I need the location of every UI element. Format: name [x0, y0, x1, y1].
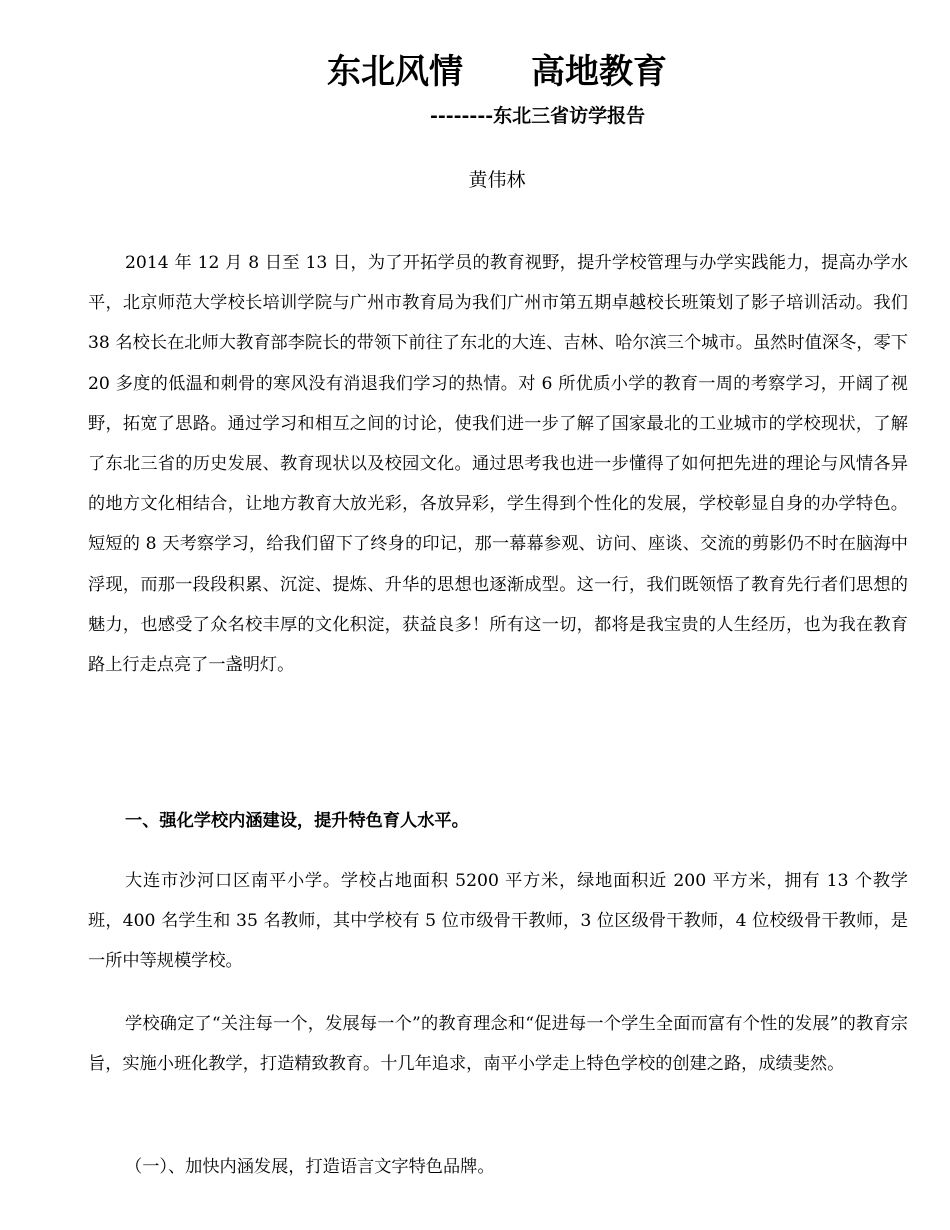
author-name: 黄伟林 [468, 169, 526, 191]
school-philosophy-paragraph: 学校确定了“关注每一个，发展每一个”的教育理念和“促进每一个学生全面而富有个性的发展”的教育宗旨，实施小班化教学，打造精致教育。十几年追求，南平小学走上特色学校的创建之路，成绩斐然。 [88, 1014, 908, 1075]
document-subtitle: --------东北三省访学报告 [430, 105, 646, 127]
intro-paragraph: 2014 年 12 月 8 日至 13 日，为了开拓学员的教育视野，提升学校管理与办学实践能力，提高办学水平，北京师范大学校长培训学院与广州市教育局为我们广州市第五期卓越校长班策划了影子培训活动。我们 38 名校长在北师大教育部李院长的带领下前往了东北的大连、吉林、哈尔滨三个城市。虽然时值深冬，零下 20 多度的低温和刺骨的寒风没有消退我们学习的热情。对 6 所优质小学的教育一周的考察学习，开阔了视野，拓宽了思路。通过学习和相互之间的讨论，使我们进一步了解了国家最北的工业城市的学校现状，了解了东北三省的历史发展、教育现状以及校园文化。通过思考我也进一步懂得了如何把先进的理论与风情各异的地方文化相结合，让地方教育大放光彩，各放异彩，学生得到个性化的发展，学校彰显自身的办学特色。短短的 8 天考察学习，给我们留下了终身的印记，那一幕幕参观、访问、座谈、交流的剪影仍不时在脑海中浮现，而那一段段积累、沉淀、提炼、升华的思想也逐渐成型。这一行，我们既领悟了教育先行者们思想的魅力，也感受了众名校丰厚的文化积淀，获益良多！所有这一切，都将是我宝贵的人生经历，也为我在教育路上行走点亮了一盏明灯。 [88, 253, 908, 676]
subsection-heading: （一）、加快内涵发展，打造语言文字特色品牌。 [125, 1157, 495, 1177]
document-title: 东北风情 高地教育 [327, 52, 667, 92]
section-heading: 一、强化学校内涵建设，提升特色育人水平。 [125, 811, 469, 831]
school-overview-paragraph: 大连市沙河口区南平小学。学校占地面积 5200 平方米，绿地面积近 200 平方米，拥有 13 个教学班，400 名学生和 35 名教师，其中学校有 5 位市级骨干教师，3 位区级骨干教师，4 位校级骨干教师，是一所中等规模学校。 [88, 871, 908, 972]
